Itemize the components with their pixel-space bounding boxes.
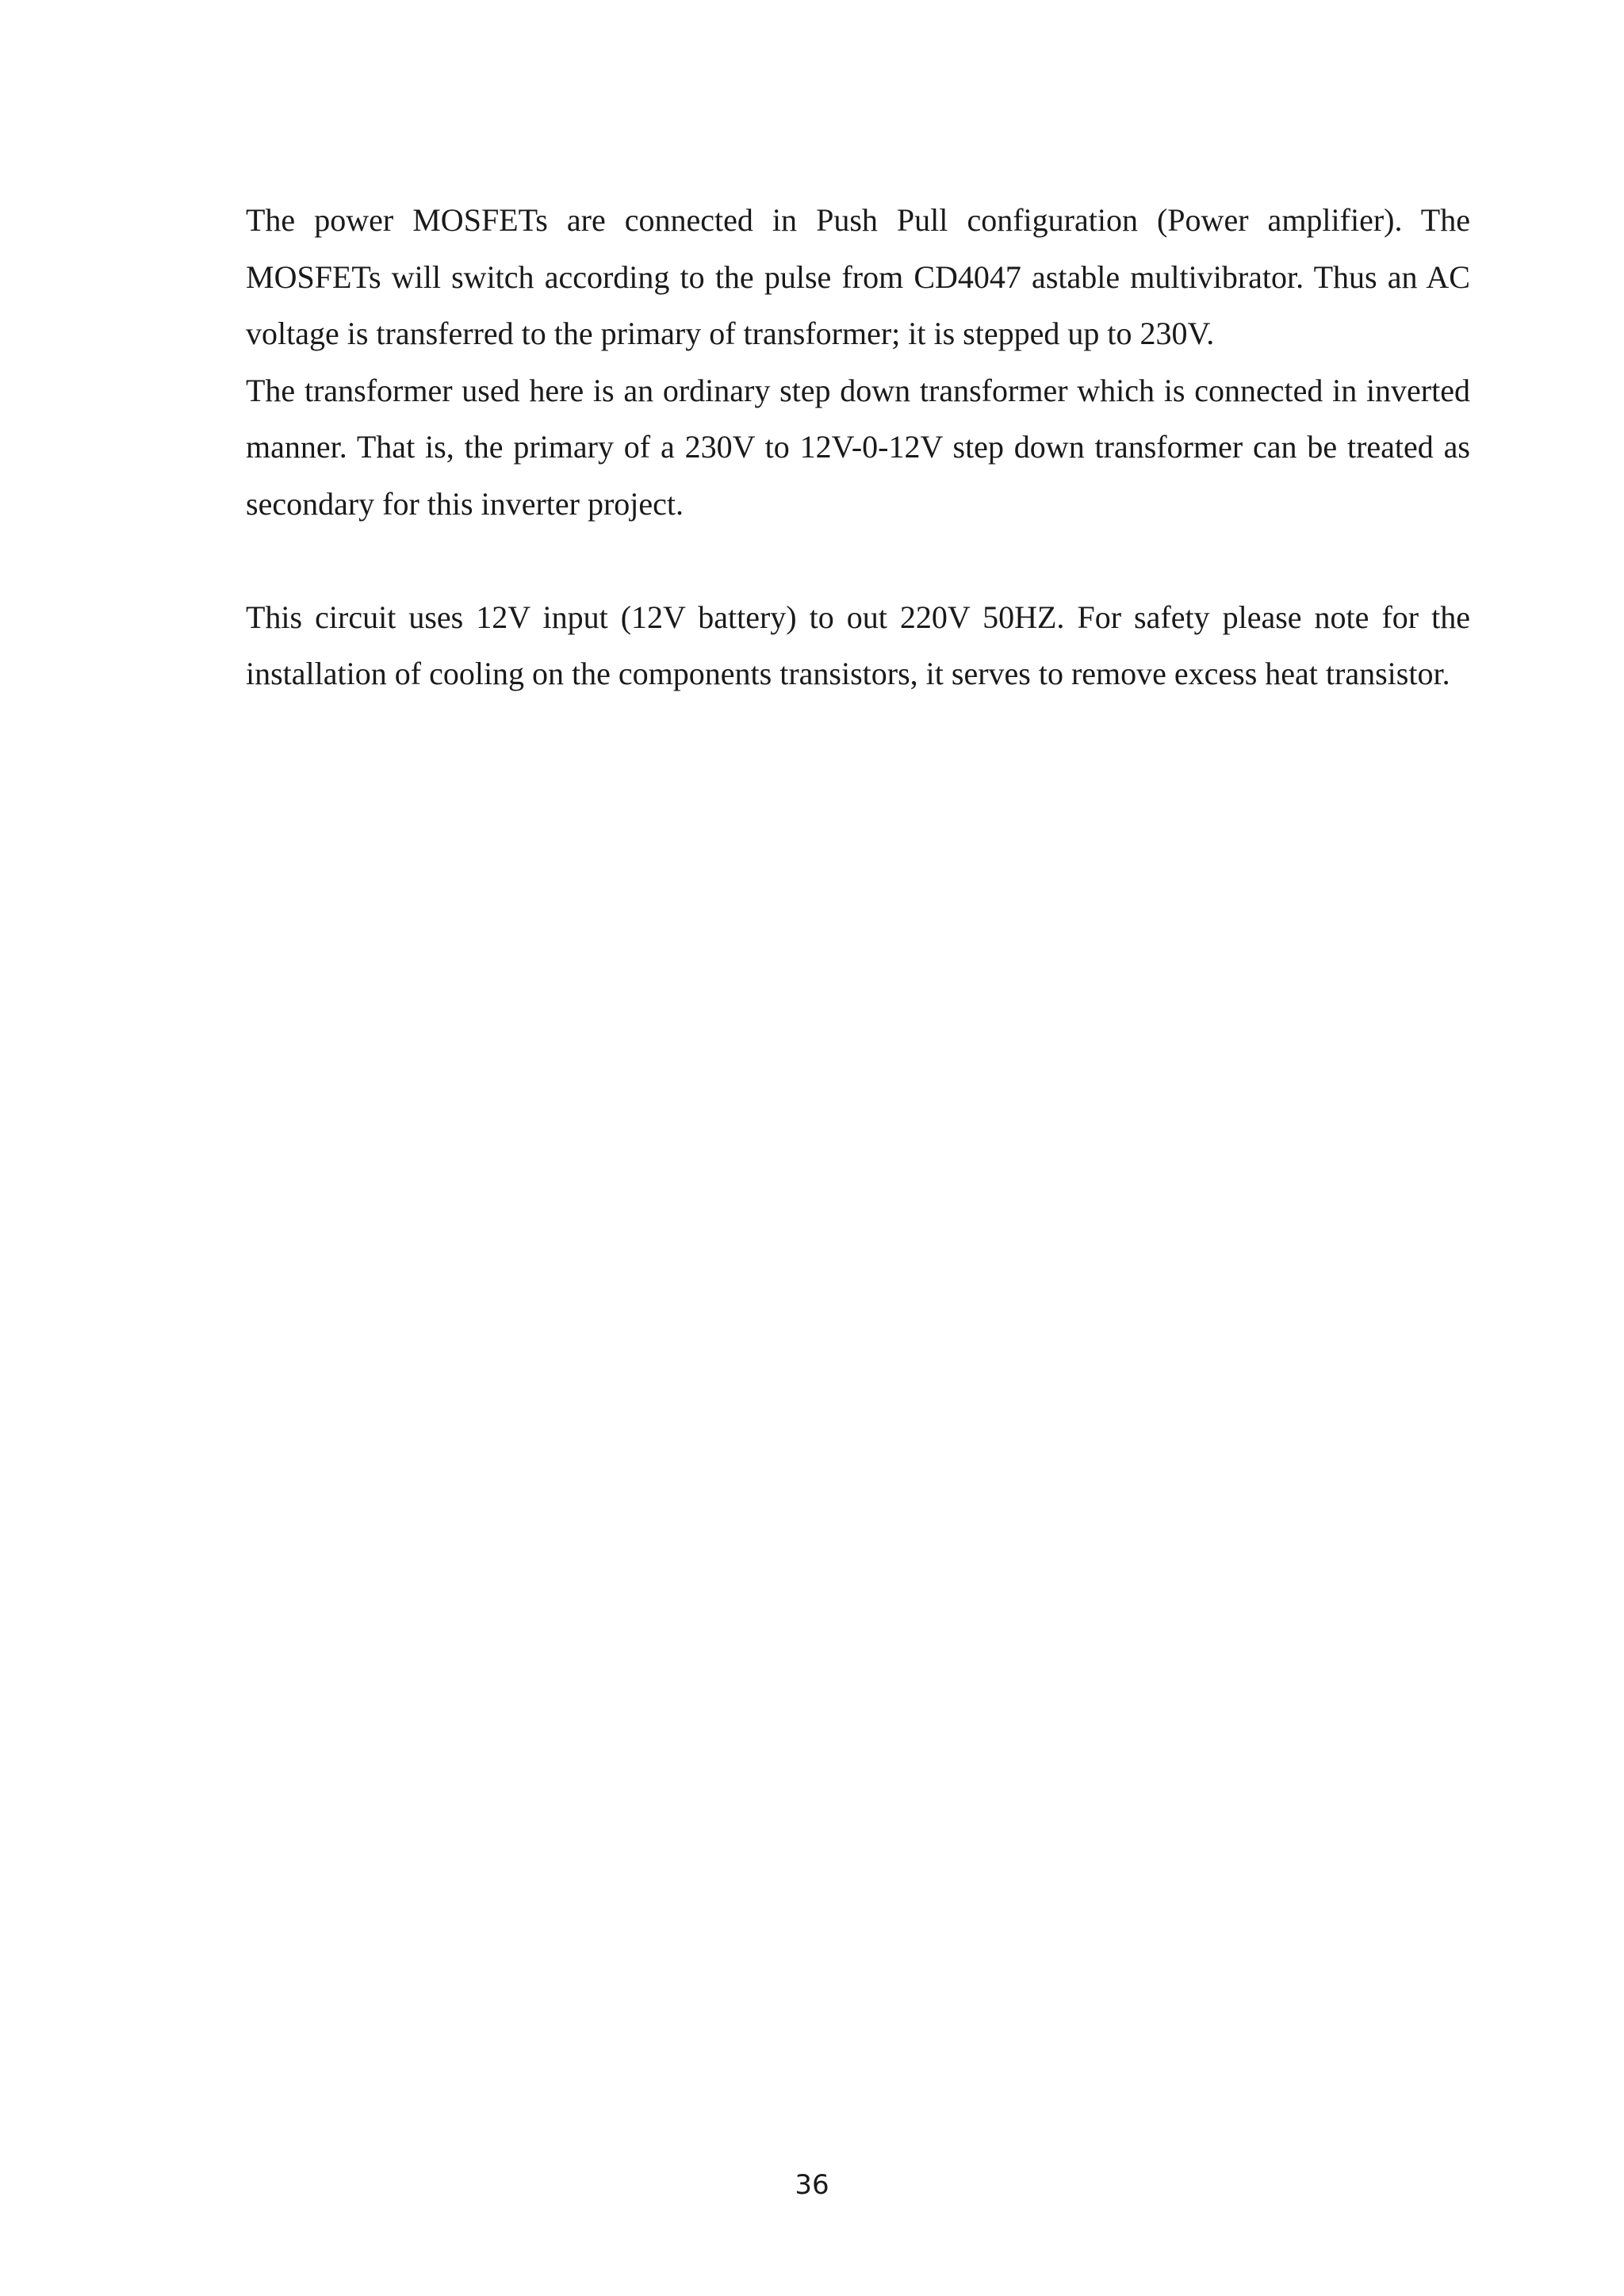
body-text <box>246 192 1470 702</box>
paragraph-circuit-safety: This circuit uses 12V input (12V battery) to out 220V 50HZ. For safety please note for the installation of cooling on the components transistors, it serves to remove excess heat transistor. <box>246 599 1470 691</box>
paragraph-transformer: The transformer used here is an ordinary step down transformer which is connected in inverted manner. That is, the primary of a 230V to 12V-0-12V step down transformer can be treated as secondary for this inverter project. <box>246 372 1470 522</box>
page-number: 36 <box>795 2169 829 2201</box>
paragraph-mosfet-push-pull: The power MOSFETs are connected in Push Pull configuration (Power amplifier). The MOSFETs will switch according to the pulse from CD4047 astable multivibrator. Thus an AC voltage is transferred to the primary of transformer; it is stepped up to 230V. <box>246 202 1470 351</box>
